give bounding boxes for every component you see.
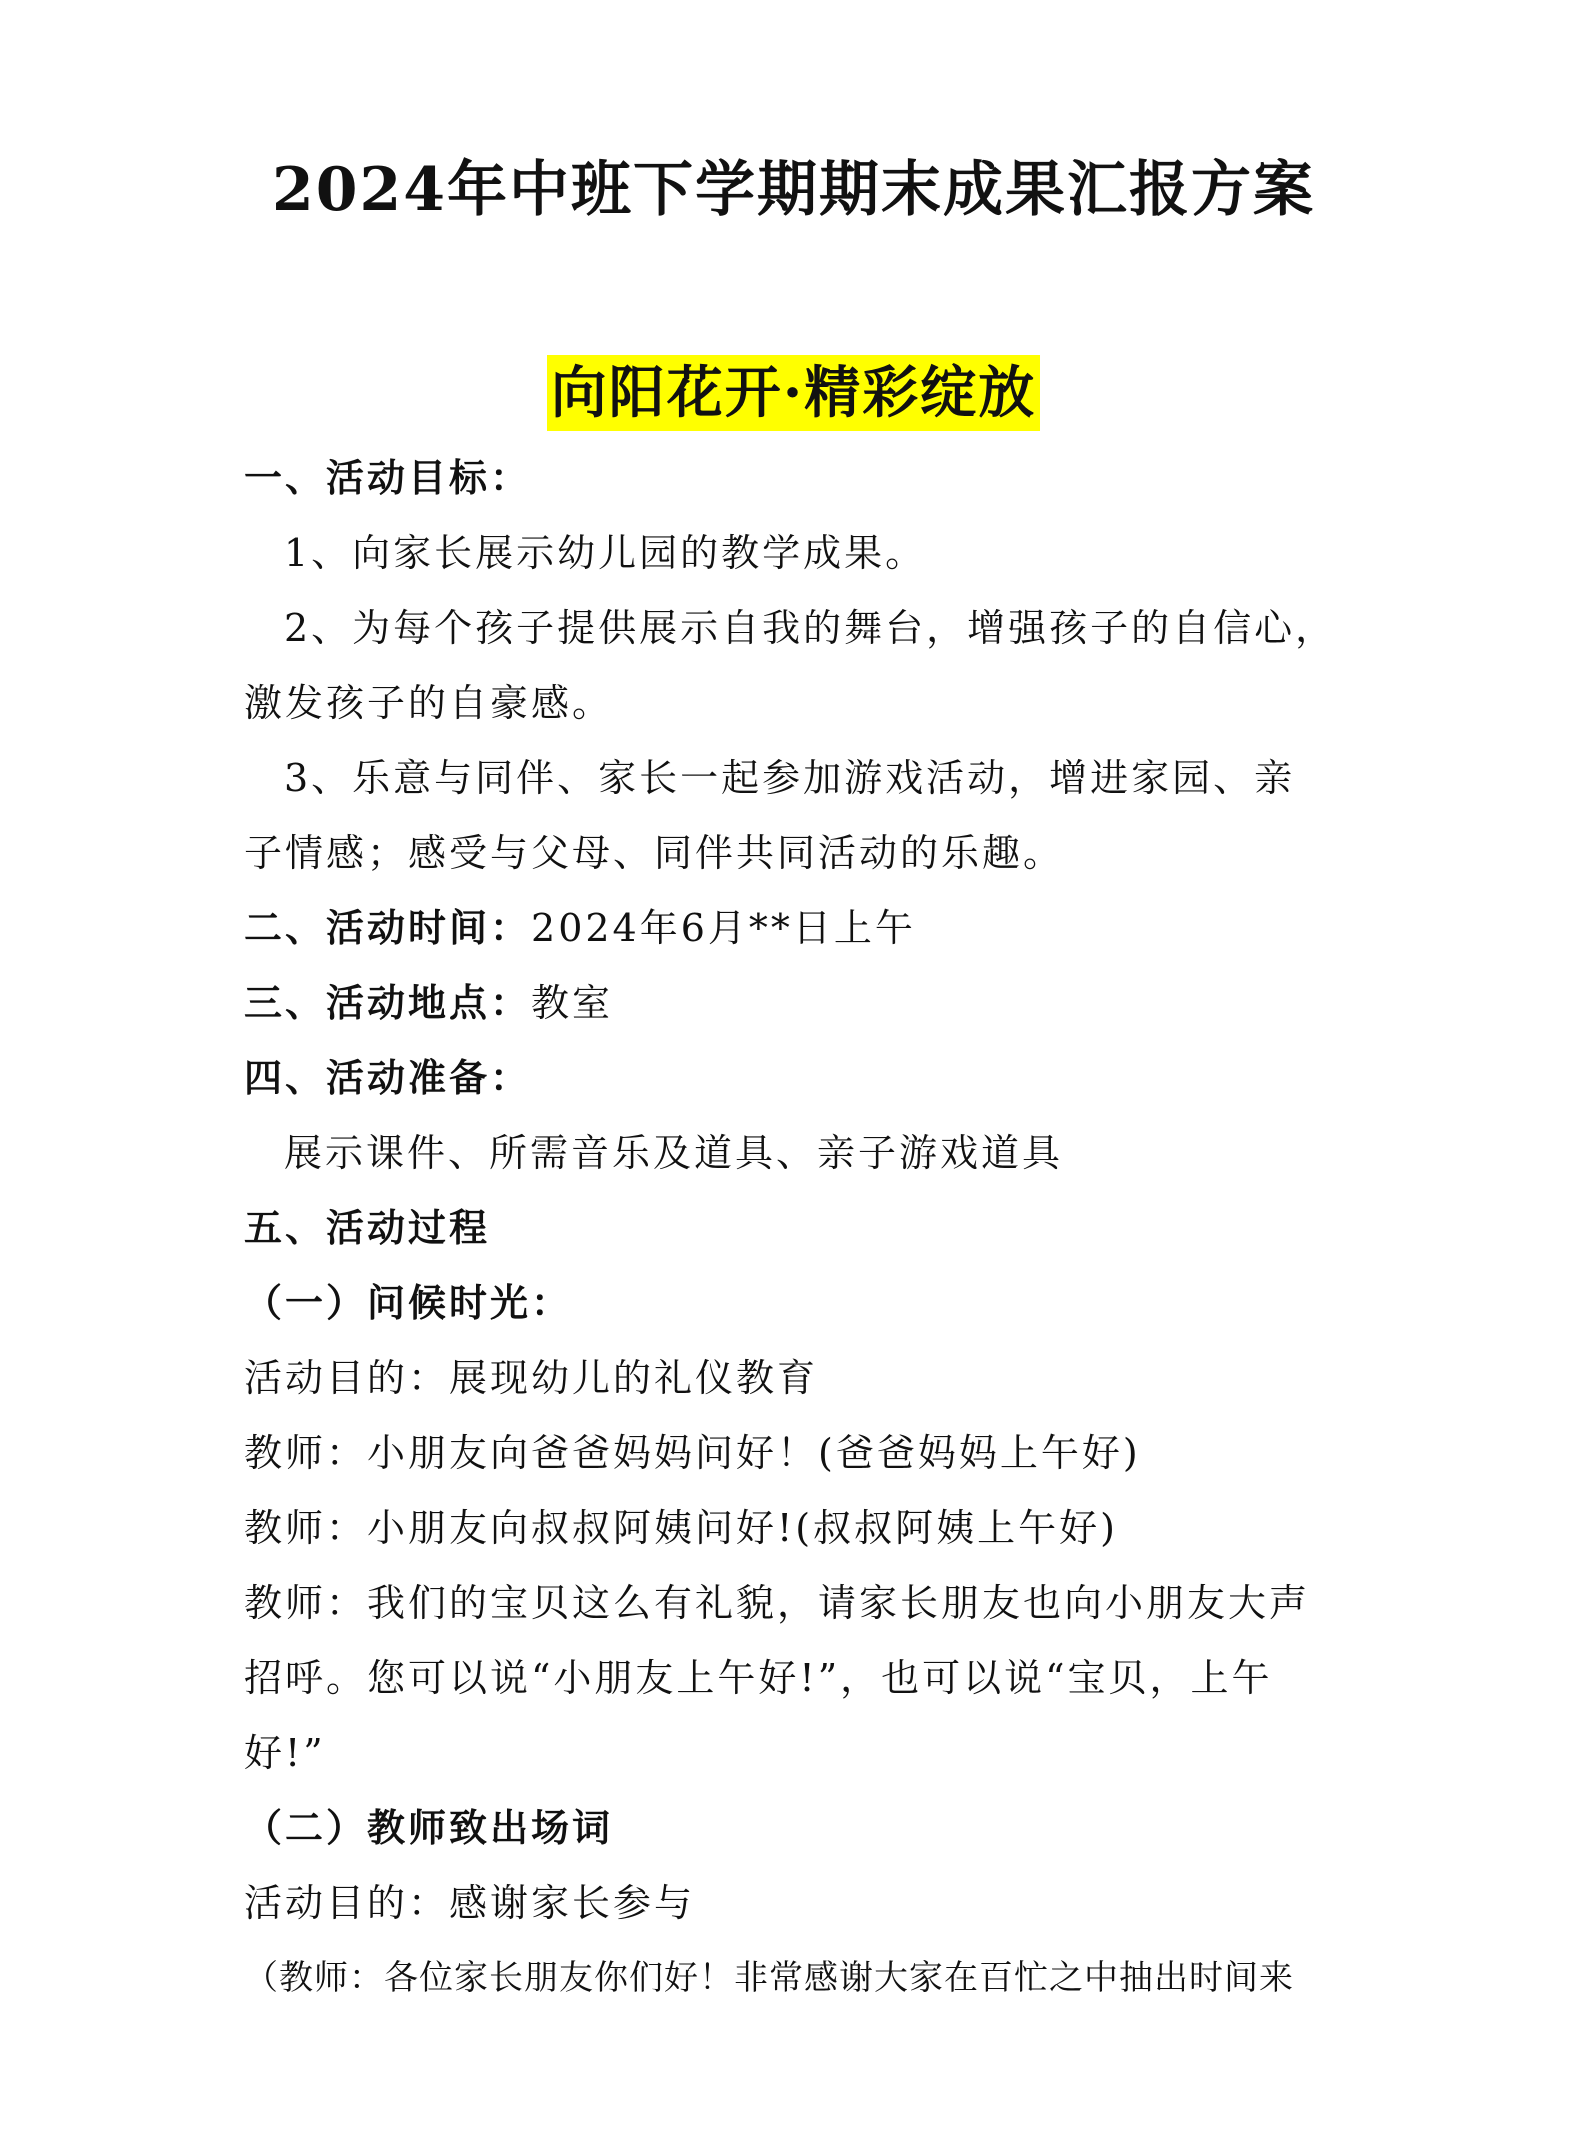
teacher-line-3: 教师：我们的宝贝这么有礼貌，请家长朋友也向小朋友大声 [244, 1581, 1311, 1625]
opening-purpose: 活动目的：感谢家长参与 [244, 1881, 696, 1925]
subtitle-container [0, 355, 1587, 431]
document-title: 2024年中班下学期期末成果汇报方案 [272, 155, 1315, 225]
highlighted-subtitle: 向阳花开·精彩绽放 [547, 355, 1041, 431]
activity-time-value: 2024年6月**日上午 [531, 906, 916, 950]
section-heading-goals: 一、活动目标： [244, 455, 532, 500]
teacher-line-2: 教师：小朋友向叔叔阿姨问好!(叔叔阿姨上午好) [244, 1506, 1118, 1550]
goal-item-1: 1、向家长展示幼儿园的教学成果。 [284, 531, 927, 575]
location-row [244, 978, 613, 1028]
subsection-opening-speech: （二）教师致出场词 [244, 1805, 614, 1850]
time-row [244, 903, 916, 953]
section-heading-location: 三、活动地点： [244, 980, 532, 1025]
goal-item-3: 3、乐意与同伴、家长一起参加游戏活动，增进家园、亲 [284, 756, 1296, 800]
preparation-items: 展示课件、所需音乐及道具、亲子游戏道具 [284, 1131, 1064, 1175]
goal-item-2-continued: 激发孩子的自豪感。 [244, 681, 614, 725]
teacher-speech-start: （教师：各位家长朋友你们好！非常感谢大家在百忙之中抽出时间来 [244, 1958, 1294, 1998]
subsection-greeting: （一）问候时光： [244, 1280, 573, 1325]
teacher-line-3-end: 好!” [244, 1731, 326, 1775]
goal-item-3-continued: 子情感；感受与父母、同伴共同活动的乐趣。 [244, 831, 1065, 875]
teacher-line-1: 教师：小朋友向爸爸妈妈问好！(爸爸妈妈上午好) [244, 1431, 1141, 1475]
activity-location-value: 教室 [531, 981, 614, 1025]
teacher-line-3-continued: 招呼。您可以说“小朋友上午好!”，也可以说“宝贝，上午 [244, 1656, 1273, 1700]
section-heading-process: 五、活动过程 [244, 1205, 491, 1250]
section-heading-time: 二、活动时间： [244, 905, 532, 950]
section-heading-preparation: 四、活动准备： [244, 1055, 532, 1100]
greeting-purpose: 活动目的：展现幼儿的礼仪教育 [244, 1356, 819, 1400]
goal-item-2: 2、为每个孩子提供展示自我的舞台，增强孩子的自信心， [284, 606, 1337, 650]
